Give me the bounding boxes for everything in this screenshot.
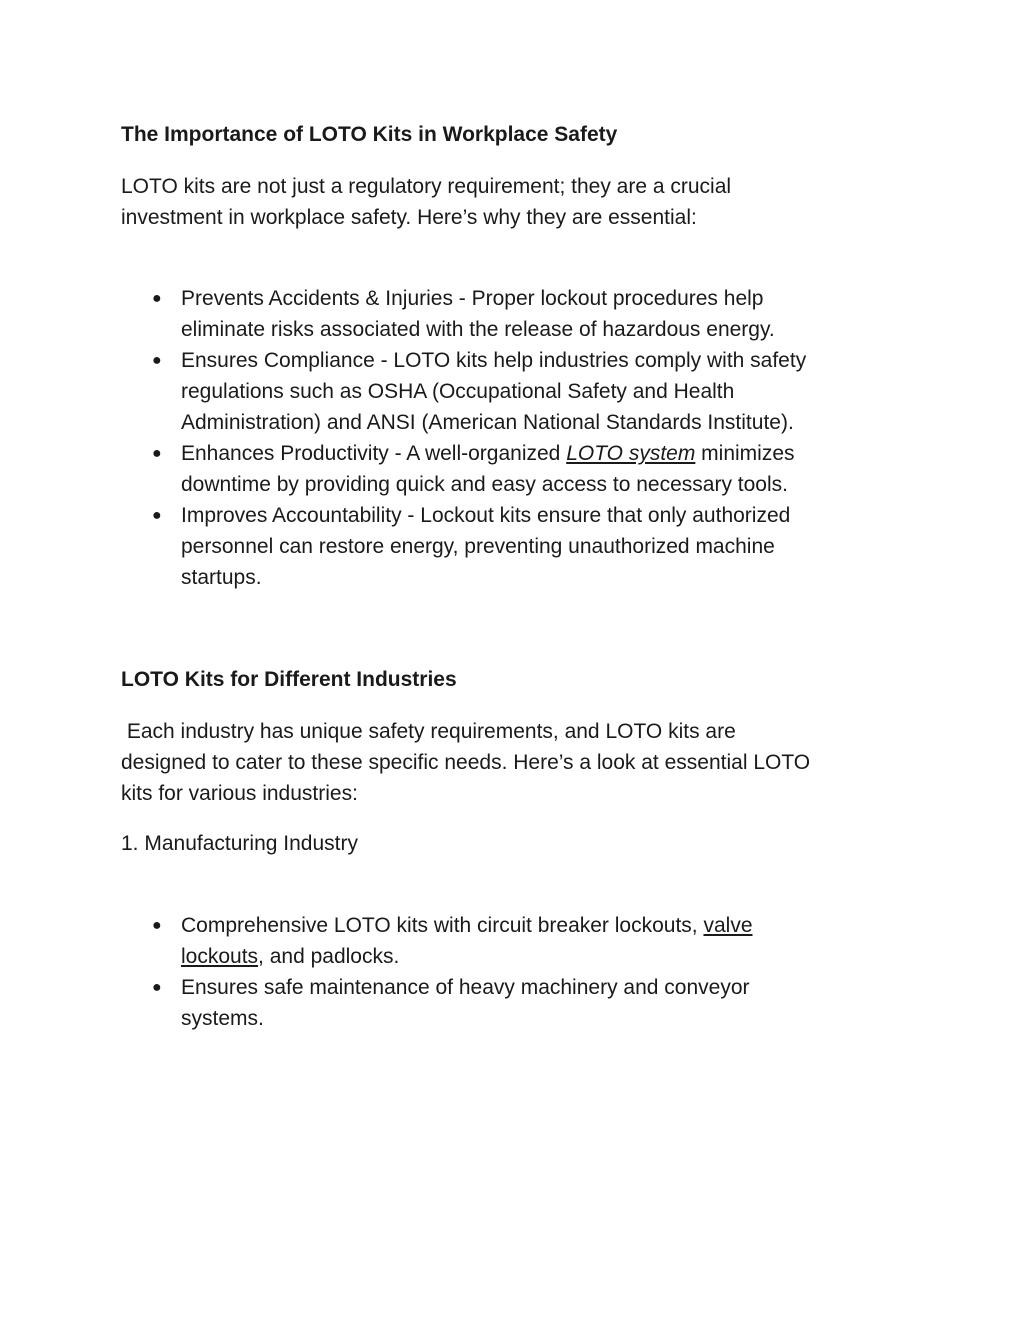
list-item-text: [181, 438, 901, 469]
intro-line: designed to cater to these specific needs. Here’s a look at essential LOTO: [121, 751, 811, 774]
list-item-text: Ensures Compliance - LOTO kits help industries comply with safety: [181, 349, 807, 372]
section-heading-loto-importance: The Importance of LOTO Kits in Workplace Safety: [121, 123, 618, 146]
list-item: [121, 283, 901, 345]
intro-line: kits for various industries:: [121, 782, 358, 805]
list-item-text: Improves Accountability - Lockout kits ensure that only authorized: [181, 504, 791, 527]
valve-lockouts-link[interactable]: lockouts: [181, 945, 259, 968]
bullet-icon: ●: [152, 917, 162, 934]
list-item-text: [181, 910, 901, 941]
manufacturing-list: [121, 910, 901, 1034]
list-item-text-before-link: Enhances Productivity - A well-organized: [181, 442, 567, 465]
list-item-text: eliminate risks associated with the release of hazardous energy.: [181, 318, 775, 341]
list-item: [121, 972, 901, 1034]
bullet-icon: ●: [152, 352, 162, 369]
intro-line: LOTO kits are not just a regulatory requirement; they are a crucial: [121, 175, 732, 198]
bullet-icon: ●: [152, 507, 162, 524]
list-item-text: Prevents Accidents & Injuries - Proper lockout procedures help: [181, 287, 764, 310]
bullet-icon: ●: [152, 445, 162, 462]
intro-line: Each industry has unique safety requirements, and LOTO kits are: [121, 720, 736, 743]
list-item: [121, 500, 901, 593]
section-heading-industries: LOTO Kits for Different Industries: [121, 668, 457, 691]
bullet-icon: ●: [152, 290, 162, 307]
list-item-text: personnel can restore energy, preventing unauthorized machine: [181, 535, 775, 558]
list-item: [121, 438, 901, 500]
list-item: [121, 345, 901, 438]
intro-line: investment in workplace safety. Here’s why they are essential:: [121, 206, 697, 229]
list-item-text-before-link: Comprehensive LOTO kits with circuit breaker lockouts,: [181, 914, 704, 937]
list-item-text: downtime by providing quick and easy access to necessary tools.: [181, 473, 788, 496]
benefits-list: [121, 283, 901, 593]
list-item: [121, 910, 901, 972]
list-item-text: Administration) and ANSI (American National Standards Institute).: [181, 411, 794, 434]
list-item-text: [181, 941, 901, 972]
bullet-icon: ●: [152, 979, 162, 996]
list-item-text-after-link: , and padlocks.: [258, 945, 400, 968]
list-item-text-after-link: minimizes: [695, 442, 795, 465]
list-item-text: systems.: [181, 1007, 264, 1030]
intro-paragraph: [121, 171, 901, 233]
industries-intro-paragraph: [121, 716, 901, 809]
subheading-text: 1. Manufacturing Industry: [121, 832, 358, 855]
loto-system-link[interactable]: LOTO system: [566, 442, 696, 465]
list-item-text: regulations such as OSHA (Occupational Safety and Health: [181, 380, 735, 403]
list-item-text: Ensures safe maintenance of heavy machinery and conveyor: [181, 976, 750, 999]
manufacturing-subheading: [121, 828, 901, 859]
valve-lockouts-link[interactable]: valve: [703, 914, 753, 937]
list-item-text: startups.: [181, 566, 262, 589]
